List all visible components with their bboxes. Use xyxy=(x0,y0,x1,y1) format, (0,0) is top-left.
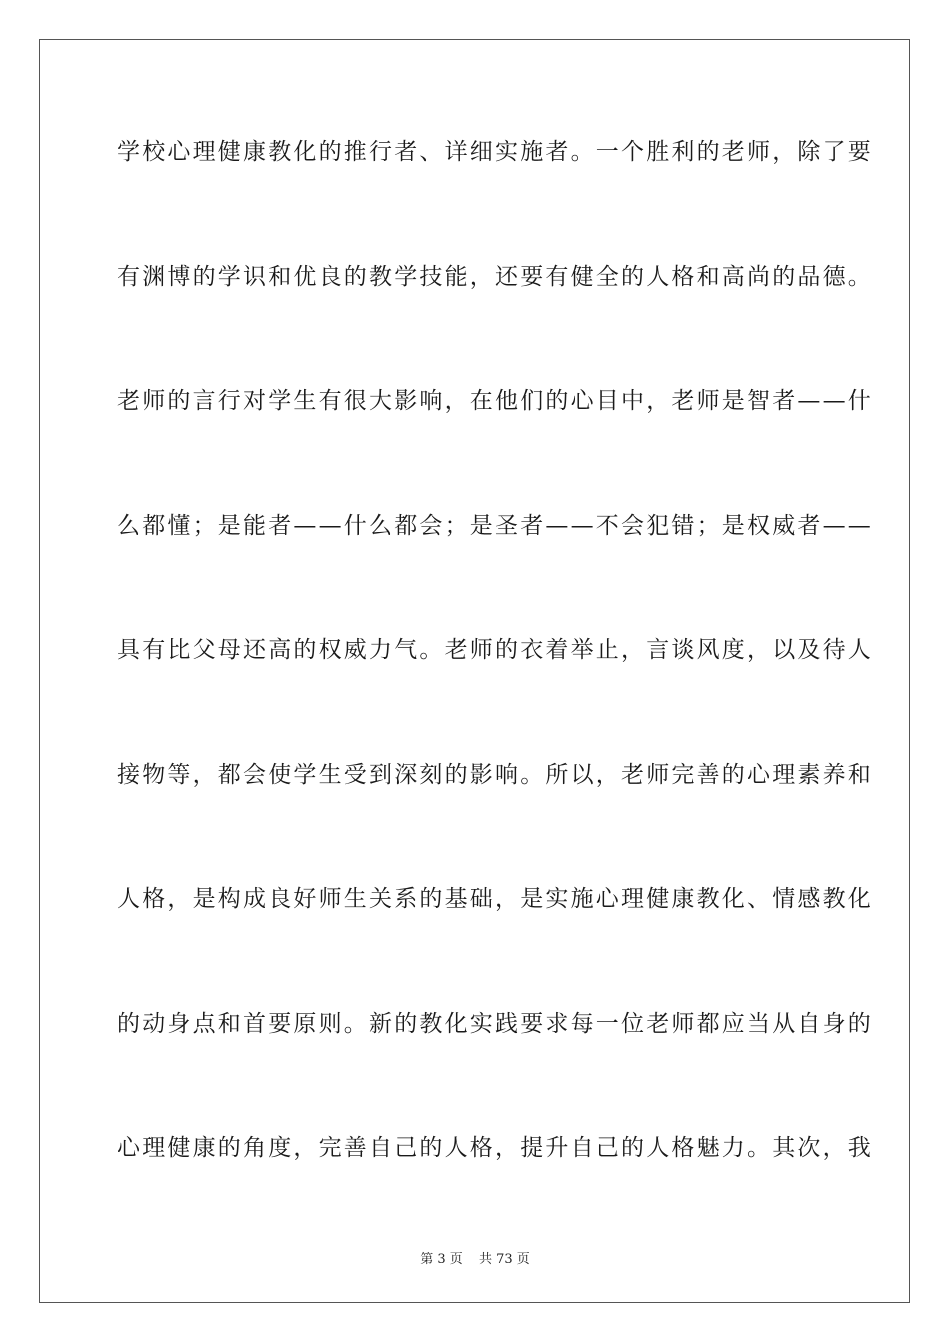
page-total: 共 73 页 xyxy=(478,1252,530,1267)
body-line-8: 的动身点和首要原则。新的教化实践要求每一位老师都应当从自身的 xyxy=(117,1011,873,1037)
page-border xyxy=(39,39,910,1303)
body-line-7: 人格，是构成良好师生关系的基础，是实施心理健康教化、情感教化 xyxy=(117,886,873,912)
body-line-5: 具有比父母还高的权威力气。老师的衣着举止，言谈风度，以及待人 xyxy=(117,637,873,663)
body-line-3: 老师的言行对学生有很大影响，在他们的心目中，老师是智者——什 xyxy=(117,388,873,414)
page-footer xyxy=(0,1248,950,1267)
body-line-6: 接物等，都会使学生受到深刻的影响。所以，老师完善的心理素养和 xyxy=(117,762,873,788)
body-line-9: 心理健康的角度，完善自己的人格，提升自己的人格魅力。其次，我 xyxy=(117,1135,873,1161)
body-line-4: 么都懂；是能者——什么都会；是圣者——不会犯错；是权威者—— xyxy=(117,513,873,539)
page-number: 第 3 页 xyxy=(420,1252,463,1267)
body-line-2: 有渊博的学识和优良的教学技能，还要有健全的人格和高尚的品德。 xyxy=(117,264,873,290)
body-line-1: 学校心理健康教化的推行者、详细实施者。一个胜利的老师，除了要 xyxy=(117,139,873,165)
